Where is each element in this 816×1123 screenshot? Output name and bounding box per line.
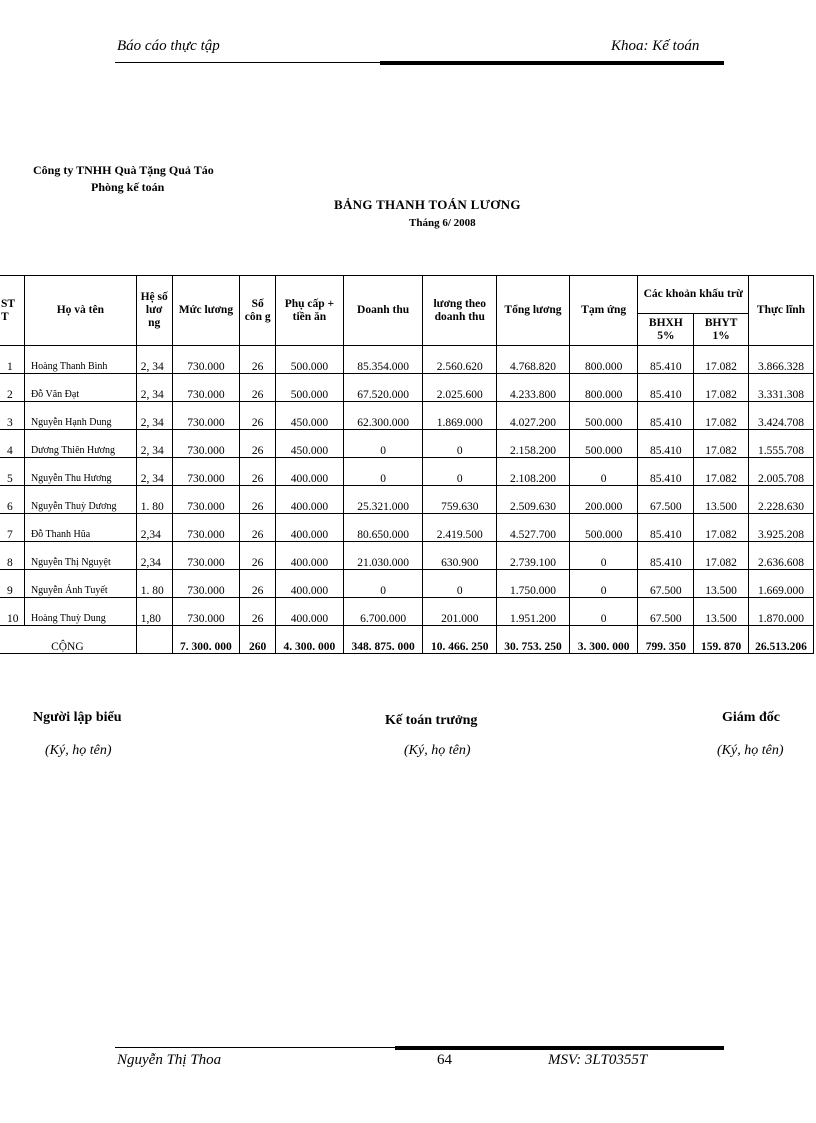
col-header-total: Tổng lương: [497, 276, 570, 346]
cell-net: 3.424.708: [749, 402, 814, 430]
cell-days: 26: [240, 598, 276, 626]
department-name: Phòng kế toán: [91, 180, 165, 194]
cell-rev-salary: 0: [423, 430, 497, 458]
totals-bhyt: 159. 870: [694, 626, 749, 654]
cell-name: Nguyễn Thu Hương: [24, 458, 136, 486]
totals-allowance: 4. 300. 000: [276, 626, 344, 654]
table-row: [0, 346, 814, 374]
cell-net: 1.555.708: [749, 430, 814, 458]
cell-name: Hoàng Thanh Bình: [24, 346, 136, 374]
cell-total: 2.158.200: [497, 430, 570, 458]
cell-name: Hoàng Thuỳ Dung: [24, 598, 136, 626]
signature-chief-accountant: Kế toán trưởng: [385, 713, 478, 728]
cell-days: 26: [240, 430, 276, 458]
cell-stt: 6: [0, 486, 24, 514]
cell-advance: 0: [569, 458, 638, 486]
totals-total: 30. 753. 250: [497, 626, 570, 654]
cell-name: Nguyễn Hạnh Dung: [24, 402, 136, 430]
footer-rule-thick: [395, 1046, 724, 1050]
cell-net: 3.866.328: [749, 346, 814, 374]
cell-bhyt: 17.082: [694, 458, 749, 486]
col-header-rev-salary: lương theo doanh thu: [423, 276, 497, 346]
cell-bhxh: 85.410: [638, 514, 694, 542]
report-title: BẢNG THANH TOÁN LƯƠNG: [334, 197, 521, 212]
cell-coef: 2, 34: [136, 430, 172, 458]
totals-days: 260: [240, 626, 276, 654]
cell-stt: 7: [0, 514, 24, 542]
cell-name: Đỗ Thanh Hũa: [24, 514, 136, 542]
cell-advance: 500.000: [569, 430, 638, 458]
cell-stt: 8: [0, 542, 24, 570]
cell-revenue: 67.520.000: [343, 374, 423, 402]
cell-rev-salary: 2.419.500: [423, 514, 497, 542]
cell-rev-salary: 0: [423, 458, 497, 486]
cell-revenue: 62.300.000: [343, 402, 423, 430]
cell-advance: 800.000: [569, 374, 638, 402]
cell-days: 26: [240, 346, 276, 374]
cell-days: 26: [240, 374, 276, 402]
cell-bhyt: 13.500: [694, 570, 749, 598]
header-rule-thin: [115, 62, 380, 63]
cell-stt: 9: [0, 570, 24, 598]
cell-net: 2.228.630: [749, 486, 814, 514]
cell-advance: 200.000: [569, 486, 638, 514]
cell-base: 730.000: [172, 430, 240, 458]
cell-advance: 500.000: [569, 514, 638, 542]
cell-bhxh: 85.410: [638, 458, 694, 486]
table-row: [0, 374, 814, 402]
cell-total: 2.108.200: [497, 458, 570, 486]
col-header-bhyt: BHYT 1%: [694, 314, 749, 346]
cell-base: 730.000: [172, 346, 240, 374]
table-row: [0, 402, 814, 430]
footer-student-id: MSV: 3LT0355T: [548, 1052, 648, 1068]
cell-coef: 2,34: [136, 542, 172, 570]
cell-revenue: 0: [343, 570, 423, 598]
cell-stt: 10: [0, 598, 24, 626]
cell-rev-salary: 0: [423, 570, 497, 598]
col-header-base: Mức lương: [172, 276, 240, 346]
cell-name: Nguyễn Thị Nguyệt: [24, 542, 136, 570]
cell-total: 4.027.200: [497, 402, 570, 430]
cell-bhxh: 67.500: [638, 486, 694, 514]
cell-net: 1.870.000: [749, 598, 814, 626]
cell-rev-salary: 2.560.620: [423, 346, 497, 374]
cell-bhyt: 17.082: [694, 542, 749, 570]
totals-advance: 3. 300. 000: [569, 626, 638, 654]
cell-rev-salary: 201.000: [423, 598, 497, 626]
cell-allowance: 450.000: [276, 402, 344, 430]
cell-net: 2.636.608: [749, 542, 814, 570]
cell-stt: 4: [0, 430, 24, 458]
col-header-net: Thực lĩnh: [749, 276, 814, 346]
totals-bhxh: 799. 350: [638, 626, 694, 654]
signature-chief-accountant-note: (Ký, họ tên): [404, 743, 471, 758]
cell-revenue: 80.650.000: [343, 514, 423, 542]
cell-total: 2.739.100: [497, 542, 570, 570]
cell-coef: 1. 80: [136, 486, 172, 514]
footer-author: Nguyễn Thị Thoa: [117, 1052, 222, 1068]
col-header-name: Họ và tên: [24, 276, 136, 346]
cell-revenue: 85.354.000: [343, 346, 423, 374]
cell-name: Nguyễn Ánh Tuyết: [24, 570, 136, 598]
footer-rule-thin: [115, 1047, 395, 1048]
cell-bhxh: 67.500: [638, 598, 694, 626]
cell-allowance: 500.000: [276, 346, 344, 374]
cell-stt: 2: [0, 374, 24, 402]
cell-coef: 2, 34: [136, 346, 172, 374]
cell-rev-salary: 759.630: [423, 486, 497, 514]
cell-name: Nguyễn Thuỳ Dương: [24, 486, 136, 514]
cell-bhyt: 13.500: [694, 486, 749, 514]
cell-allowance: 400.000: [276, 542, 344, 570]
table-row: [0, 514, 814, 542]
cell-days: 26: [240, 486, 276, 514]
col-header-bhxh: BHXH 5%: [638, 314, 694, 346]
totals-label: CỘNG: [0, 626, 136, 654]
cell-bhxh: 85.410: [638, 374, 694, 402]
cell-total: 4.527.700: [497, 514, 570, 542]
cell-coef: 2, 34: [136, 402, 172, 430]
cell-coef: 2,34: [136, 514, 172, 542]
cell-base: 730.000: [172, 374, 240, 402]
cell-base: 730.000: [172, 570, 240, 598]
cell-bhxh: 85.410: [638, 402, 694, 430]
cell-bhxh: 67.500: [638, 570, 694, 598]
cell-bhyt: 17.082: [694, 374, 749, 402]
totals-revenue: 348. 875. 000: [343, 626, 423, 654]
cell-bhxh: 85.410: [638, 430, 694, 458]
cell-days: 26: [240, 570, 276, 598]
col-header-allowance: Phụ cấp + tiền ăn: [276, 276, 344, 346]
cell-revenue: 25.321.000: [343, 486, 423, 514]
signature-preparer-note: (Ký, họ tên): [45, 743, 112, 758]
cell-base: 730.000: [172, 598, 240, 626]
cell-coef: 2, 34: [136, 458, 172, 486]
cell-allowance: 400.000: [276, 570, 344, 598]
cell-revenue: 0: [343, 458, 423, 486]
cell-allowance: 400.000: [276, 486, 344, 514]
report-month: Tháng 6/ 2008: [409, 217, 476, 229]
cell-stt: 3: [0, 402, 24, 430]
cell-stt: 1: [0, 346, 24, 374]
col-header-days: Số côn g: [240, 276, 276, 346]
table-row: [0, 598, 814, 626]
cell-base: 730.000: [172, 542, 240, 570]
cell-bhxh: 85.410: [638, 346, 694, 374]
col-header-coef: Hệ số lươ ng: [136, 276, 172, 346]
cell-name: Dương Thiên Hương: [24, 430, 136, 458]
table-row: [0, 458, 814, 486]
cell-advance: 800.000: [569, 346, 638, 374]
cell-total: 4.233.800: [497, 374, 570, 402]
totals-net: 26.513.206: [749, 626, 814, 654]
table-row: [0, 542, 814, 570]
cell-base: 730.000: [172, 514, 240, 542]
cell-base: 730.000: [172, 486, 240, 514]
cell-revenue: 6.700.000: [343, 598, 423, 626]
cell-total: 1.750.000: [497, 570, 570, 598]
table-row: [0, 430, 814, 458]
totals-coef: [136, 626, 172, 654]
signature-director-note: (Ký, họ tên): [717, 743, 784, 758]
totals-base: 7. 300. 000: [172, 626, 240, 654]
header-report-label: Báo cáo thực tập: [117, 38, 220, 54]
table-row: [0, 570, 814, 598]
cell-bhyt: 17.082: [694, 346, 749, 374]
cell-days: 26: [240, 542, 276, 570]
cell-allowance: 400.000: [276, 598, 344, 626]
cell-total: 4.768.820: [497, 346, 570, 374]
cell-days: 26: [240, 458, 276, 486]
cell-advance: 0: [569, 598, 638, 626]
cell-stt: 5: [0, 458, 24, 486]
cell-advance: 0: [569, 570, 638, 598]
cell-bhyt: 17.082: [694, 430, 749, 458]
cell-base: 730.000: [172, 402, 240, 430]
cell-bhxh: 85.410: [638, 542, 694, 570]
company-name: Công ty TNHH Quà Tặng Quả Táo: [33, 163, 214, 177]
totals-row: [0, 626, 814, 654]
cell-coef: 2, 34: [136, 374, 172, 402]
cell-days: 26: [240, 514, 276, 542]
cell-net: 3.331.308: [749, 374, 814, 402]
cell-bhyt: 13.500: [694, 598, 749, 626]
cell-rev-salary: 2.025.600: [423, 374, 497, 402]
cell-bhyt: 17.082: [694, 514, 749, 542]
cell-advance: 0: [569, 542, 638, 570]
cell-net: 1.669.000: [749, 570, 814, 598]
cell-coef: 1,80: [136, 598, 172, 626]
cell-name: Đỗ Văn Đạt: [24, 374, 136, 402]
cell-allowance: 450.000: [276, 430, 344, 458]
header-rule-thick: [380, 61, 724, 65]
cell-advance: 500.000: [569, 402, 638, 430]
cell-net: 3.925.208: [749, 514, 814, 542]
footer-page-number: 64: [437, 1052, 452, 1068]
col-header-revenue: Doanh thu: [343, 276, 423, 346]
cell-total: 2.509.630: [497, 486, 570, 514]
col-header-deductions: Các khoản khấu trừ: [638, 276, 749, 314]
cell-base: 730.000: [172, 458, 240, 486]
cell-net: 2.005.708: [749, 458, 814, 486]
cell-revenue: 0: [343, 430, 423, 458]
signature-preparer: Người lập biểu: [33, 710, 122, 725]
cell-rev-salary: 630.900: [423, 542, 497, 570]
payroll-table: [0, 275, 814, 654]
cell-total: 1.951.200: [497, 598, 570, 626]
cell-coef: 1. 80: [136, 570, 172, 598]
col-header-stt: ST T: [0, 276, 24, 346]
header-faculty-label: Khoa: Kế toán: [611, 38, 700, 54]
table-row: [0, 486, 814, 514]
cell-allowance: 400.000: [276, 458, 344, 486]
signature-director: Giám đốc: [722, 710, 780, 725]
totals-rev-salary: 10. 466. 250: [423, 626, 497, 654]
cell-bhyt: 17.082: [694, 402, 749, 430]
cell-allowance: 400.000: [276, 514, 344, 542]
cell-allowance: 500.000: [276, 374, 344, 402]
payroll-body: [0, 346, 814, 654]
cell-days: 26: [240, 402, 276, 430]
cell-rev-salary: 1.869.000: [423, 402, 497, 430]
col-header-advance: Tạm ứng: [569, 276, 638, 346]
cell-revenue: 21.030.000: [343, 542, 423, 570]
